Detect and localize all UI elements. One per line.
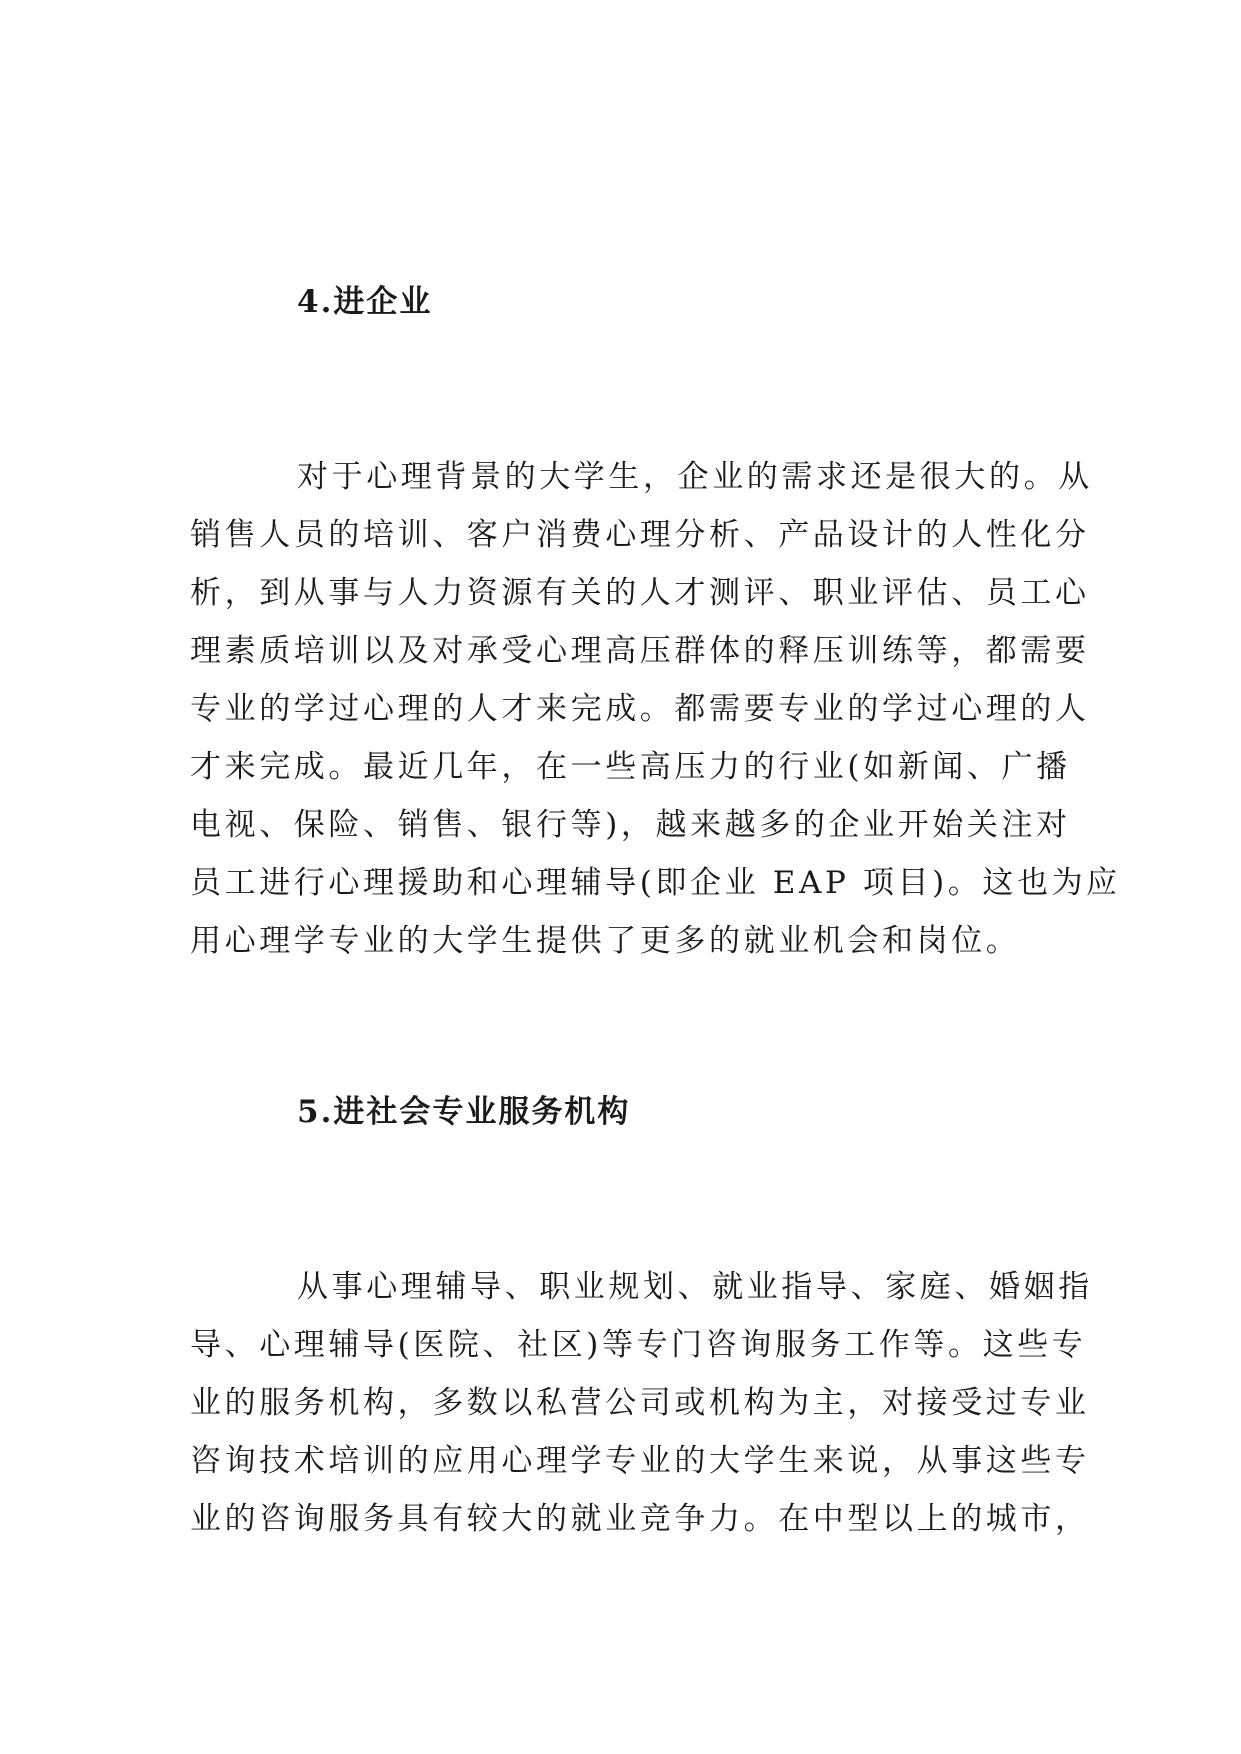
paragraph-line: 业的咨询服务具有较大的就业竞争力。在中型以上的城市， (190, 1501, 1090, 1537)
paragraph-line: 导、心理辅导(医院、社区)等专门咨询服务工作等。这些专 (190, 1327, 1087, 1363)
section-heading-4: 4.进企业 (297, 284, 433, 320)
paragraph-line: 对于心理背景的大学生，企业的需求还是很大的。从 (297, 459, 1093, 495)
paragraph-line: 员工进行心理援助和心理辅导(即企业 EAP 项目)。这也为应 (190, 865, 1121, 901)
section-heading-5: 5.进社会专业服务机构 (297, 1094, 631, 1130)
paragraph-line: 电视、保险、销售、银行等)，越来越多的企业开始关注对 (190, 807, 1071, 843)
section-paragraph-4 (190, 448, 1121, 970)
paragraph-line: 从事心理辅导、职业规划、就业指导、家庭、婚姻指 (297, 1269, 1093, 1305)
paragraph-line: 理素质培训以及对承受心理高压群体的释压训练等，都需要 (190, 633, 1090, 669)
section-paragraph-5 (190, 1258, 1093, 1548)
paragraph-line: 专业的学过心理的人才来完成。都需要专业的学过心理的人 (190, 691, 1090, 727)
paragraph-line: 销售人员的培训、客户消费心理分析、产品设计的人性化分 (190, 517, 1090, 553)
paragraph-line: 业的服务机构，多数以私营公司或机构为主，对接受过专业 (190, 1385, 1090, 1421)
paragraph-line: 才来完成。最近几年，在一些高压力的行业(如新闻、广播 (190, 749, 1071, 785)
paragraph-line: 析，到从事与人力资源有关的人才测评、职业评估、员工心 (190, 575, 1090, 611)
paragraph-line: 用心理学专业的大学生提供了更多的就业机会和岗位。 (190, 923, 1021, 959)
paragraph-line: 咨询技术培训的应用心理学专业的大学生来说，从事这些专 (190, 1443, 1090, 1479)
